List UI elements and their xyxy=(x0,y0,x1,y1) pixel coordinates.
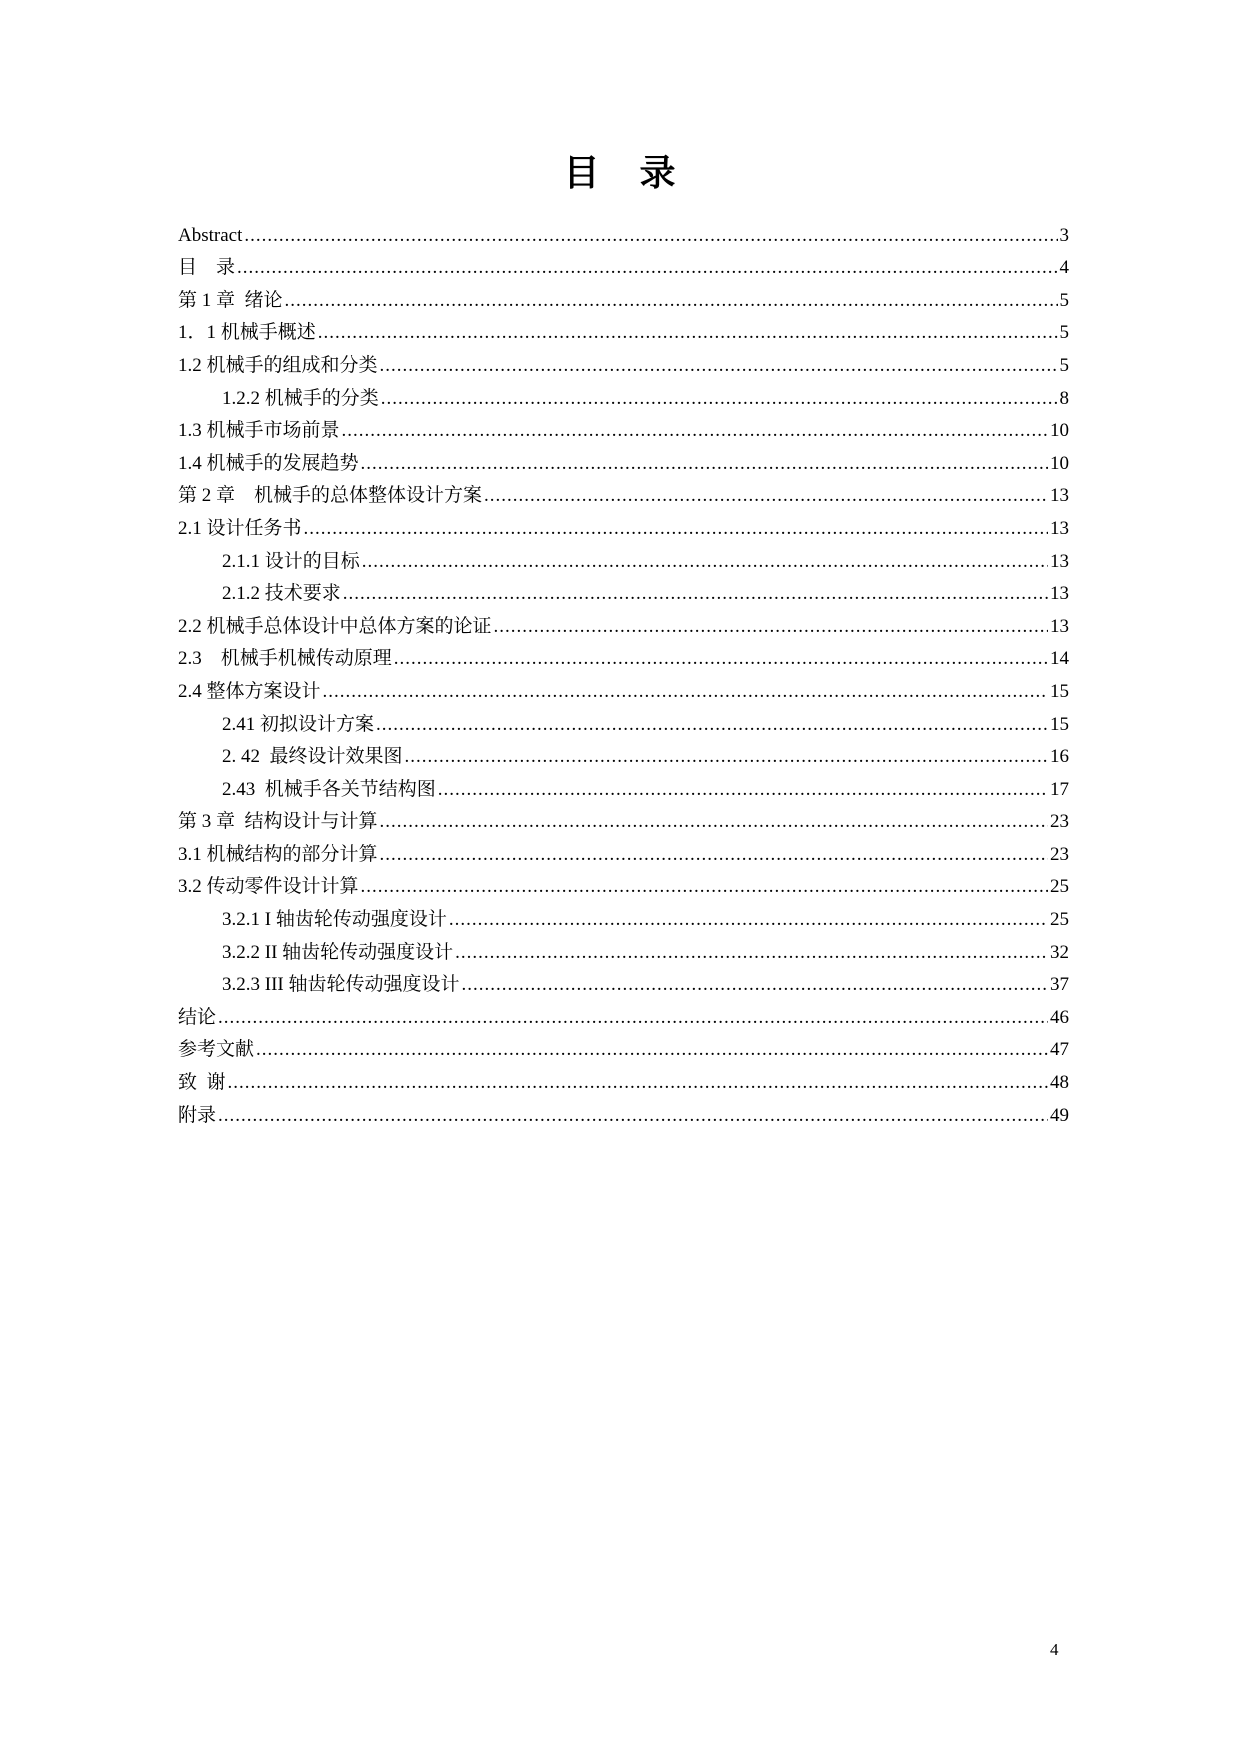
toc-dot-leader xyxy=(362,550,1048,574)
toc-dot-leader xyxy=(494,615,1048,639)
toc-entry-page: 48 xyxy=(1050,1072,1069,1094)
toc-entry[interactable] xyxy=(178,965,1069,998)
toc-entry-page: 13 xyxy=(1050,485,1069,507)
toc-dot-leader xyxy=(323,680,1048,704)
toc-entry-label: 2.3 机械手机械传动原理 xyxy=(178,648,392,670)
toc-entry-label: 2.4 整体方案设计 xyxy=(178,680,321,702)
toc-entry[interactable] xyxy=(178,345,1069,378)
toc-entry-label: 3.2.3 III 轴齿轮传动强度设计 xyxy=(222,974,460,996)
toc-dot-leader xyxy=(380,810,1048,834)
toc-entry-page: 15 xyxy=(1050,680,1069,702)
toc-entry[interactable] xyxy=(178,476,1069,509)
toc-dot-leader xyxy=(381,387,1058,411)
toc-dot-leader xyxy=(376,713,1048,737)
toc-entry-page: 15 xyxy=(1050,713,1069,735)
toc-entry-page: 5 xyxy=(1059,354,1069,376)
toc-entry[interactable] xyxy=(178,1095,1069,1128)
toc-entry-label: 2.1.2 技术要求 xyxy=(222,583,341,605)
page-number: 4 xyxy=(1050,1640,1059,1659)
toc-entry-page: 46 xyxy=(1050,1006,1069,1028)
toc-dot-leader xyxy=(304,517,1048,541)
toc-entry-page: 3 xyxy=(1059,224,1069,246)
toc-entry[interactable] xyxy=(178,997,1069,1030)
toc-entry-page: 5 xyxy=(1059,289,1069,311)
toc-dot-leader xyxy=(361,452,1048,476)
page-title: 目 录 xyxy=(563,153,678,194)
toc-entry-page: 23 xyxy=(1050,843,1069,865)
toc-entry-page: 23 xyxy=(1050,811,1069,833)
toc-entry-label: 3.1 机械结构的部分计算 xyxy=(178,843,378,865)
toc-entry-label: 2.41 初拟设计方案 xyxy=(222,713,375,735)
toc-entry-label: 3.2 传动零件设计计算 xyxy=(178,876,359,898)
toc-entry-page: 13 xyxy=(1050,550,1069,572)
toc-entry-label: 1．1 机械手概述 xyxy=(178,322,316,344)
toc-entry-label: 参考文献 xyxy=(178,1039,255,1061)
toc-entry-page: 47 xyxy=(1050,1039,1069,1061)
toc-entry-label: 目 录 xyxy=(178,257,236,279)
toc-entry[interactable] xyxy=(178,443,1069,476)
toc-dot-leader xyxy=(380,843,1048,867)
toc-entry-page: 13 xyxy=(1050,615,1069,637)
toc-entry-label: 结论 xyxy=(178,1006,217,1028)
toc-entry[interactable] xyxy=(178,834,1069,867)
toc-dot-leader xyxy=(256,1038,1048,1062)
toc-dot-leader xyxy=(438,778,1048,802)
toc-dot-leader xyxy=(394,647,1048,671)
toc-entry[interactable] xyxy=(178,867,1069,900)
toc-entry-page: 17 xyxy=(1050,778,1069,800)
toc-entry-label: 第 2 章 机械手的总体整体设计方案 xyxy=(178,485,483,507)
toc-entry-page: 49 xyxy=(1050,1104,1069,1126)
toc-entry-page: 16 xyxy=(1050,746,1069,768)
toc-entry[interactable] xyxy=(178,215,1069,248)
toc-dot-leader xyxy=(318,321,1058,345)
toc-entry[interactable] xyxy=(178,508,1069,541)
toc-dot-leader xyxy=(380,354,1058,378)
toc-entry-label: 致 谢 xyxy=(178,1072,226,1094)
table-of-contents xyxy=(178,215,1069,1128)
toc-entry[interactable] xyxy=(178,802,1069,835)
toc-entry-page: 13 xyxy=(1050,517,1069,539)
toc-entry-label: 1.2 机械手的组成和分类 xyxy=(178,354,378,376)
toc-entry-label: 1.2.2 机械手的分类 xyxy=(222,387,379,409)
toc-entry[interactable] xyxy=(178,932,1069,965)
toc-entry[interactable] xyxy=(178,671,1069,704)
toc-dot-leader xyxy=(455,941,1048,965)
toc-entry[interactable] xyxy=(178,541,1069,574)
toc-entry-page: 8 xyxy=(1059,387,1069,409)
toc-entry[interactable] xyxy=(178,737,1069,770)
toc-dot-leader xyxy=(361,875,1048,899)
toc-entry-page: 37 xyxy=(1050,974,1069,996)
toc-entry-page: 14 xyxy=(1050,648,1069,670)
toc-entry-page: 10 xyxy=(1050,452,1069,474)
toc-entry-label: 2.1.1 设计的目标 xyxy=(222,550,360,572)
toc-dot-leader xyxy=(237,256,1057,280)
toc-entry-page: 25 xyxy=(1050,876,1069,898)
toc-entry-label: 2.1 设计任务书 xyxy=(178,517,302,539)
toc-dot-leader xyxy=(405,745,1048,769)
toc-entry-label: 1.3 机械手市场前景 xyxy=(178,420,340,442)
toc-entry[interactable] xyxy=(178,280,1069,313)
toc-entry-page: 25 xyxy=(1050,909,1069,931)
toc-entry[interactable] xyxy=(178,378,1069,411)
toc-dot-leader xyxy=(342,419,1048,443)
toc-entry-page: 5 xyxy=(1059,322,1069,344)
toc-entry[interactable] xyxy=(178,248,1069,281)
toc-dot-leader xyxy=(218,1006,1048,1030)
toc-dot-leader xyxy=(228,1071,1048,1095)
toc-entry-label: 第 1 章 绪论 xyxy=(178,289,283,311)
toc-entry[interactable] xyxy=(178,639,1069,672)
toc-entry[interactable] xyxy=(178,1062,1069,1095)
toc-entry[interactable] xyxy=(178,606,1069,639)
toc-entry-label: 附录 xyxy=(178,1104,217,1126)
toc-entry-label: 3.2.1 I 轴齿轮传动强度设计 xyxy=(222,909,447,931)
toc-entry-label: 3.2.2 II 轴齿轮传动强度设计 xyxy=(222,941,454,963)
toc-entry[interactable] xyxy=(178,313,1069,346)
toc-dot-leader xyxy=(449,908,1048,932)
toc-entry[interactable] xyxy=(178,769,1069,802)
toc-entry[interactable] xyxy=(178,899,1069,932)
toc-dot-leader xyxy=(343,582,1048,606)
toc-entry[interactable] xyxy=(178,574,1069,607)
toc-dot-leader xyxy=(218,1104,1048,1128)
toc-entry[interactable] xyxy=(178,411,1069,444)
toc-dot-leader xyxy=(484,484,1048,508)
toc-entry-label: 2. 42 最终设计效果图 xyxy=(222,746,403,768)
toc-entry-label: Abstract xyxy=(178,224,243,246)
toc-dot-leader xyxy=(244,224,1057,248)
toc-entry-page: 32 xyxy=(1050,941,1069,963)
toc-entry[interactable] xyxy=(178,1030,1069,1063)
toc-entry-label: 1.4 机械手的发展趋势 xyxy=(178,452,359,474)
toc-entry[interactable] xyxy=(178,704,1069,737)
toc-entry-label: 2.43 机械手各关节结构图 xyxy=(222,778,436,800)
toc-entry-page: 13 xyxy=(1050,583,1069,605)
toc-dot-leader xyxy=(461,973,1048,997)
toc-dot-leader xyxy=(285,289,1058,313)
toc-entry-label: 第 3 章 结构设计与计算 xyxy=(178,811,378,833)
toc-entry-page: 10 xyxy=(1050,420,1069,442)
toc-entry-page: 4 xyxy=(1059,257,1069,279)
toc-entry-label: 2.2 机械手总体设计中总体方案的论证 xyxy=(178,615,492,637)
